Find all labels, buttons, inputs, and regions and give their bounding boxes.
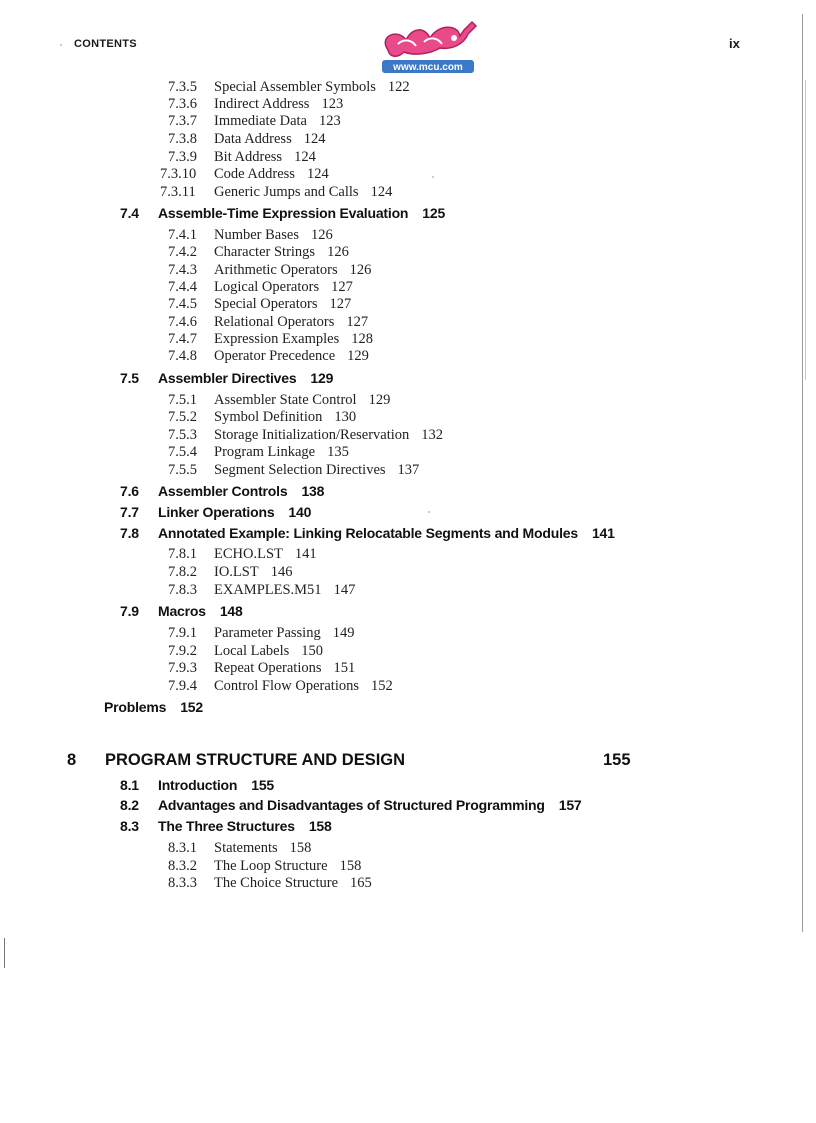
toc-page-number: 126 — [349, 262, 372, 278]
toc-subsection — [168, 315, 368, 330]
scan-speck — [432, 176, 434, 178]
toc-subsection — [168, 445, 349, 460]
toc-page-number: 138 — [301, 483, 325, 499]
toc-page-number: 155 — [603, 751, 631, 769]
toc-page-number: 130 — [334, 409, 357, 425]
toc-title: Arithmetic Operators — [214, 262, 338, 278]
toc-subsection — [168, 841, 311, 856]
toc-title: Control Flow Operations — [214, 678, 359, 694]
toc-section — [120, 778, 274, 792]
toc-page-number: 127 — [331, 279, 353, 295]
toc-number: 7.8.1 — [168, 546, 197, 562]
toc-subsection — [168, 80, 410, 95]
toc-title: Number Bases — [214, 227, 299, 243]
toc-number: 7.7 — [120, 504, 139, 520]
toc-title: Segment Selection Directives — [214, 462, 386, 478]
toc-title: Linker Operations — [158, 504, 275, 520]
toc-title: Problems — [104, 699, 167, 715]
toc-subsection — [168, 565, 292, 580]
toc-page-number: 125 — [422, 205, 446, 221]
toc-subsection — [168, 644, 323, 659]
toc-page-number: 129 — [368, 392, 391, 408]
svg-text:www.mcu.com: www.mcu.com — [393, 62, 463, 73]
toc-title: Character Strings — [214, 244, 316, 260]
toc-title: Statements — [214, 840, 278, 856]
toc-number: 8.3.3 — [168, 875, 197, 891]
toc-title: Local Labels — [214, 643, 290, 659]
toc-page-number: 129 — [310, 370, 334, 386]
toc-number: 7.5.2 — [168, 409, 197, 425]
toc-number: 7.3.6 — [168, 96, 197, 112]
toc-subsection — [168, 297, 351, 312]
toc-title: The Three Structures — [158, 818, 295, 834]
toc-title: Indirect Address — [214, 96, 310, 112]
toc-section — [120, 798, 582, 812]
toc-subsection — [168, 228, 333, 243]
toc-section — [120, 371, 333, 385]
toc-number: 7.5.1 — [168, 392, 197, 408]
toc-page-number: 152 — [371, 678, 393, 694]
toc-number: 7.4.5 — [168, 296, 197, 312]
toc-number: 7.4.8 — [168, 348, 197, 364]
running-header-title: CONTENTS — [74, 38, 137, 50]
toc-title: Storage Initialization/Reservation — [214, 427, 410, 443]
toc-subsection — [168, 280, 353, 295]
toc-number: 7.9.3 — [168, 660, 197, 676]
toc-title: Assembler State Control — [214, 392, 357, 408]
toc-subsection — [168, 410, 356, 425]
toc-number: 7.9.4 — [168, 678, 197, 694]
toc-page-number: 148 — [219, 603, 243, 619]
toc-subsection — [168, 114, 341, 129]
toc-number: 7.3.9 — [168, 149, 197, 165]
toc-number: 7.6 — [120, 483, 139, 499]
page-number: ix — [729, 36, 740, 51]
toc-page-number: 124 — [306, 166, 329, 182]
toc-page-number: 157 — [558, 797, 582, 813]
toc-number: 7.9.1 — [168, 625, 197, 641]
toc-number: 7.5.3 — [168, 427, 197, 443]
toc-page-number: 141 — [294, 546, 317, 562]
toc-number: 8.3 — [120, 818, 139, 834]
toc-title: Assembler Controls — [158, 483, 288, 499]
toc-number: 7.4.3 — [168, 262, 197, 278]
toc-page-number: 158 — [308, 818, 332, 834]
scan-speck — [60, 44, 62, 46]
toc-page-number: 165 — [350, 875, 372, 891]
toc-subsection — [168, 245, 349, 260]
toc-title: Special Assembler Symbols — [214, 79, 376, 95]
toc-page-number: 137 — [397, 462, 420, 478]
toc-number: 7.3.8 — [168, 131, 197, 147]
toc-page-number: 140 — [288, 504, 312, 520]
toc-page-number: 123 — [319, 113, 341, 129]
toc-title: Repeat Operations — [214, 660, 322, 676]
toc-subsection — [168, 150, 316, 165]
toc-number: 7.8.2 — [168, 564, 197, 580]
toc-subsection — [168, 263, 371, 278]
toc-subsection — [168, 583, 355, 598]
toc-title: The Loop Structure — [214, 858, 328, 874]
toc-number: 8.2 — [120, 797, 139, 813]
toc-subsection — [168, 626, 354, 641]
toc-page-number: 129 — [347, 348, 369, 364]
toc-title: Parameter Passing — [214, 625, 321, 641]
toc-subsection — [168, 428, 443, 443]
toc-number: 7.8.3 — [168, 582, 197, 598]
toc-number: 7.5.4 — [168, 444, 197, 460]
toc-section — [120, 604, 243, 618]
toc-number: 7.9.2 — [168, 643, 197, 659]
toc-subsection — [168, 876, 372, 891]
toc-number: 8.3.2 — [168, 858, 197, 874]
toc-subsection — [168, 97, 343, 112]
toc-title: IO.LST — [214, 564, 259, 580]
toc-subsection — [168, 332, 373, 347]
toc-page-number: 127 — [329, 296, 352, 312]
toc-number: 7.5 — [120, 370, 139, 386]
toc-page-number: 158 — [339, 858, 362, 874]
toc-page-number: 127 — [346, 314, 369, 330]
toc-subsection — [168, 349, 369, 364]
toc-number: 7.4.2 — [168, 244, 197, 260]
toc-page-number: 122 — [387, 79, 410, 95]
toc-title: Expression Examples — [214, 331, 340, 347]
toc-title: Program Linkage — [214, 444, 316, 460]
toc-section — [120, 505, 311, 519]
toc-subsection — [160, 185, 392, 200]
toc-title: Code Address — [214, 166, 295, 182]
toc-number: 8 — [67, 751, 77, 769]
scan-edge-line — [802, 14, 803, 932]
toc-number: 7.4.4 — [168, 279, 197, 295]
toc-page-number: 126 — [310, 227, 333, 243]
toc-page-number: 135 — [327, 444, 349, 460]
toc-subsection — [168, 393, 390, 408]
toc-title: Special Operators — [214, 296, 318, 312]
scan-edge-line-faint — [805, 80, 806, 380]
scan-margin-mark — [4, 938, 5, 968]
toc-number: 7.9 — [120, 603, 139, 619]
toc-title: Immediate Data — [214, 113, 307, 129]
toc-number: 7.4.7 — [168, 331, 197, 347]
toc-title: Data Address — [214, 131, 292, 147]
toc-subsection — [160, 167, 329, 182]
toc-section — [120, 526, 615, 540]
toc-title: Logical Operators — [214, 279, 320, 295]
toc-section — [120, 206, 445, 220]
toc-title: Generic Jumps and Calls — [214, 184, 359, 200]
toc-page-number: 124 — [294, 149, 316, 165]
toc-page-number: 146 — [270, 564, 293, 580]
toc-page-number: 149 — [332, 625, 355, 641]
toc-number: 7.3.5 — [168, 79, 197, 95]
toc-problems — [104, 700, 203, 714]
toc-number: 7.4.1 — [168, 227, 197, 243]
toc-subsection — [168, 859, 361, 874]
toc-title: Bit Address — [214, 149, 283, 165]
toc-page-number: 158 — [289, 840, 312, 856]
toc-subsection — [168, 463, 419, 478]
toc-number: 8.3.1 — [168, 840, 197, 856]
toc-title: Relational Operators — [214, 314, 335, 330]
toc-number: 7.3.7 — [168, 113, 197, 129]
toc-number: 7.4.6 — [168, 314, 197, 330]
toc-page-number: 126 — [327, 244, 349, 260]
toc-title: Annotated Example: Linking Relocatable Segments and Modules — [158, 525, 578, 541]
toc-title: Advantages and Disadvantages of Structured Programming — [158, 797, 545, 813]
toc-page-number: 124 — [303, 131, 326, 147]
toc-page-number: 152 — [180, 699, 203, 715]
toc-page-number: 132 — [421, 427, 444, 443]
scan-speck — [428, 511, 430, 513]
toc-subsection — [168, 679, 393, 694]
toc-number: 8.1 — [120, 777, 139, 793]
toc-title: Operator Precedence — [214, 348, 336, 364]
toc-number: 7.5.5 — [168, 462, 197, 478]
toc-number: 7.4 — [120, 205, 139, 221]
toc-title: Assemble-Time Expression Evaluation — [158, 205, 409, 221]
toc-title: Assembler Directives — [158, 370, 297, 386]
toc-page-number: 150 — [301, 643, 324, 659]
toc-page-number: 155 — [251, 777, 275, 793]
toc-page-number: 141 — [591, 525, 615, 541]
toc-title: Symbol Definition — [214, 409, 323, 425]
toc-subsection — [168, 547, 317, 562]
toc-subsection — [168, 661, 355, 676]
toc-page-number: 151 — [333, 660, 356, 676]
toc-title: Macros — [158, 603, 206, 619]
toc-title: The Choice Structure — [214, 875, 339, 891]
toc-section — [120, 819, 332, 833]
toc-page-number: 123 — [321, 96, 344, 112]
toc-title: Introduction — [158, 777, 238, 793]
toc-page-number: 128 — [351, 331, 373, 347]
toc-page-number: 124 — [370, 184, 393, 200]
toc-title: EXAMPLES.M51 — [214, 582, 322, 598]
toc-number: 7.3.11 — [160, 184, 196, 200]
toc-title: ECHO.LST — [214, 546, 283, 562]
toc-chapter — [67, 751, 631, 769]
toc-page-number: 147 — [333, 582, 356, 598]
toc-subsection — [168, 132, 325, 147]
toc-title: PROGRAM STRUCTURE AND DESIGN — [105, 751, 406, 769]
toc-number: 7.3.10 — [160, 166, 197, 182]
toc-number: 7.8 — [120, 525, 139, 541]
toc-section — [120, 484, 324, 498]
